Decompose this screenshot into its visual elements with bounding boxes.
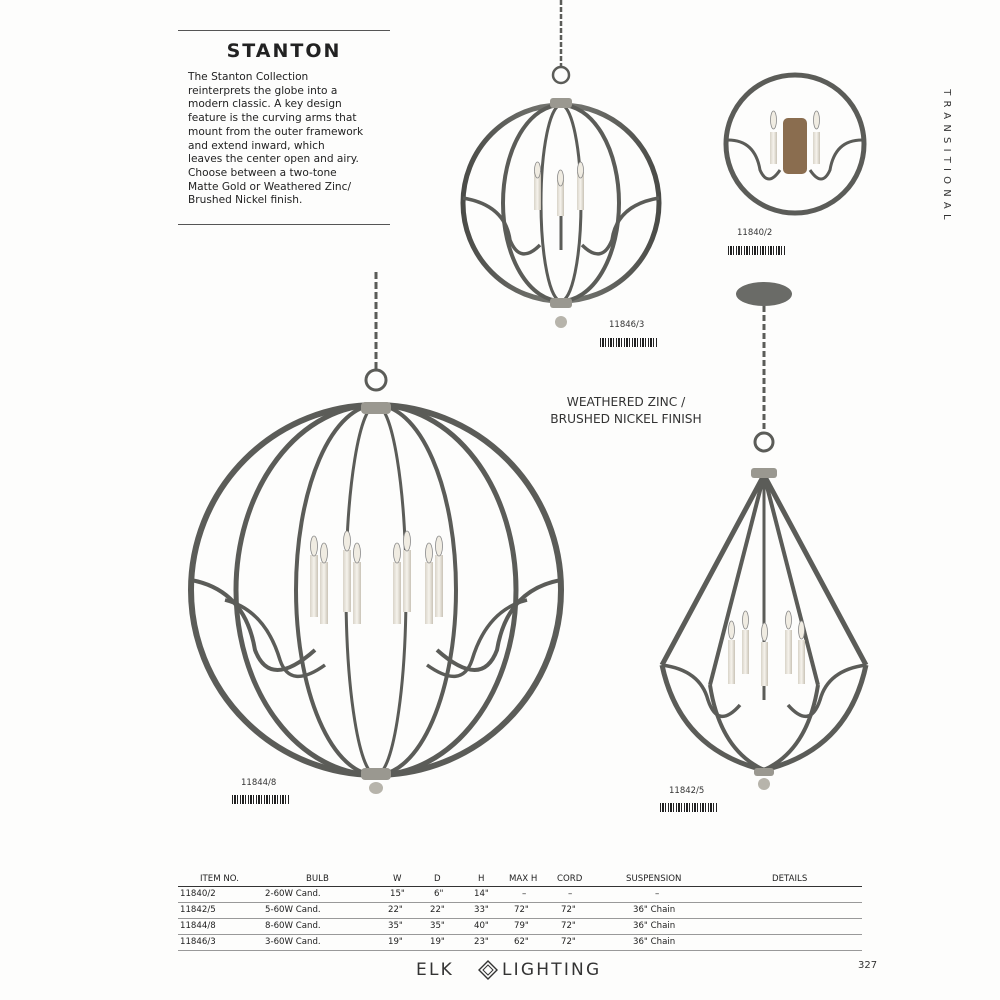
category-label: TRANSITIONAL — [941, 89, 952, 225]
description-line: reinterprets the globe into a — [188, 84, 338, 97]
barcode — [728, 246, 786, 255]
sku-label: 11840/2 — [737, 228, 773, 238]
header-bulb: BULB — [306, 874, 329, 884]
header-suspension: SUSPENSION — [626, 874, 682, 884]
cell-suspension: 36" Chain — [633, 905, 676, 915]
cell-w: 35" — [388, 921, 403, 931]
barcode — [660, 803, 718, 812]
cell-cord: 72" — [561, 921, 576, 931]
cell-cord: 72" — [561, 905, 576, 915]
brand-logo — [414, 958, 624, 984]
finish-line: BRUSHED NICKEL FINISH — [550, 412, 702, 426]
header-h: H — [478, 874, 485, 884]
table-row — [178, 887, 862, 903]
cell-max-h: 72" — [514, 905, 529, 915]
cell-d: 22" — [430, 905, 445, 915]
sku-label: 11846/3 — [609, 320, 645, 330]
cell-suspension: 36" Chain — [633, 937, 676, 947]
cell-max-h: – — [522, 889, 527, 899]
cell-h: 33" — [474, 905, 489, 915]
chandelier-globe-8-light-icon — [185, 270, 575, 800]
cell-w: 19" — [388, 937, 403, 947]
description-line: leaves the center open and airy. — [188, 153, 359, 166]
sku-label: 11844/8 — [241, 778, 277, 788]
cell-h: 23" — [474, 937, 489, 947]
cell-cord: 72" — [561, 937, 576, 947]
cell-d: 35" — [430, 921, 445, 931]
cell-d: 6" — [434, 889, 444, 899]
finish-line: WEATHERED ZINC / — [566, 395, 686, 409]
cell-h: 40" — [474, 921, 489, 931]
cell-w: 22" — [388, 905, 403, 915]
cell-max-h: 62" — [514, 937, 529, 947]
intro-top-rule — [178, 30, 390, 31]
table-row — [178, 935, 862, 951]
cell-w: 15" — [390, 889, 405, 899]
header-cord: CORD — [557, 874, 583, 884]
table-row — [178, 903, 862, 919]
collection-description — [188, 71, 388, 208]
cell-suspension: – — [655, 889, 660, 899]
cell-max-h: 79" — [514, 921, 529, 931]
page-number: 327 — [858, 960, 878, 971]
barcode — [232, 795, 290, 804]
cell-cord: – — [568, 889, 573, 899]
header-details: DETAILS — [772, 874, 808, 884]
elk-diamond-icon — [478, 960, 498, 980]
cell-d: 19" — [430, 937, 445, 947]
description-line: Matte Gold or Weathered Zinc/ — [188, 180, 352, 193]
cell-item-no: 11842/5 — [180, 905, 216, 915]
pendant-teardrop-5-light-icon — [650, 280, 880, 800]
cell-bulb: 5-60W Cand. — [265, 905, 321, 915]
intro-bottom-rule — [178, 224, 390, 225]
header-max-h: MAX H — [509, 874, 538, 884]
wall-sconce-2-light-icon — [720, 70, 870, 218]
description-line: modern classic. A key design — [188, 98, 342, 111]
brand-text-right: LIGHTING — [502, 960, 602, 980]
collection-title: STANTON — [226, 40, 342, 62]
cell-item-no: 11844/8 — [180, 921, 216, 931]
spec-table-header — [178, 872, 862, 887]
cell-bulb: 8-60W Cand. — [265, 921, 321, 931]
header-d: D — [434, 874, 441, 884]
cell-item-no: 11840/2 — [180, 889, 216, 899]
cell-bulb: 3-60W Cand. — [265, 937, 321, 947]
cell-suspension: 36" Chain — [633, 921, 676, 931]
header-w: W — [393, 874, 402, 884]
cell-h: 14" — [474, 889, 489, 899]
description-line: mount from the outer framework — [188, 125, 364, 138]
sku-label: 11842/5 — [669, 786, 705, 796]
description-line: Brushed Nickel finish. — [188, 194, 303, 207]
header-item-no: ITEM NO. — [200, 874, 239, 884]
description-line: The Stanton Collection — [188, 71, 309, 83]
table-row — [178, 919, 862, 935]
cell-item-no: 11846/3 — [180, 937, 216, 947]
description-line: and extend inward, which — [188, 139, 325, 152]
cell-bulb: 2-60W Cand. — [265, 889, 321, 899]
description-line: feature is the curving arms that — [188, 112, 357, 125]
spec-table — [178, 872, 862, 951]
brand-text-left: ELK — [416, 960, 454, 980]
description-line: Choose between a two-tone — [188, 166, 337, 179]
